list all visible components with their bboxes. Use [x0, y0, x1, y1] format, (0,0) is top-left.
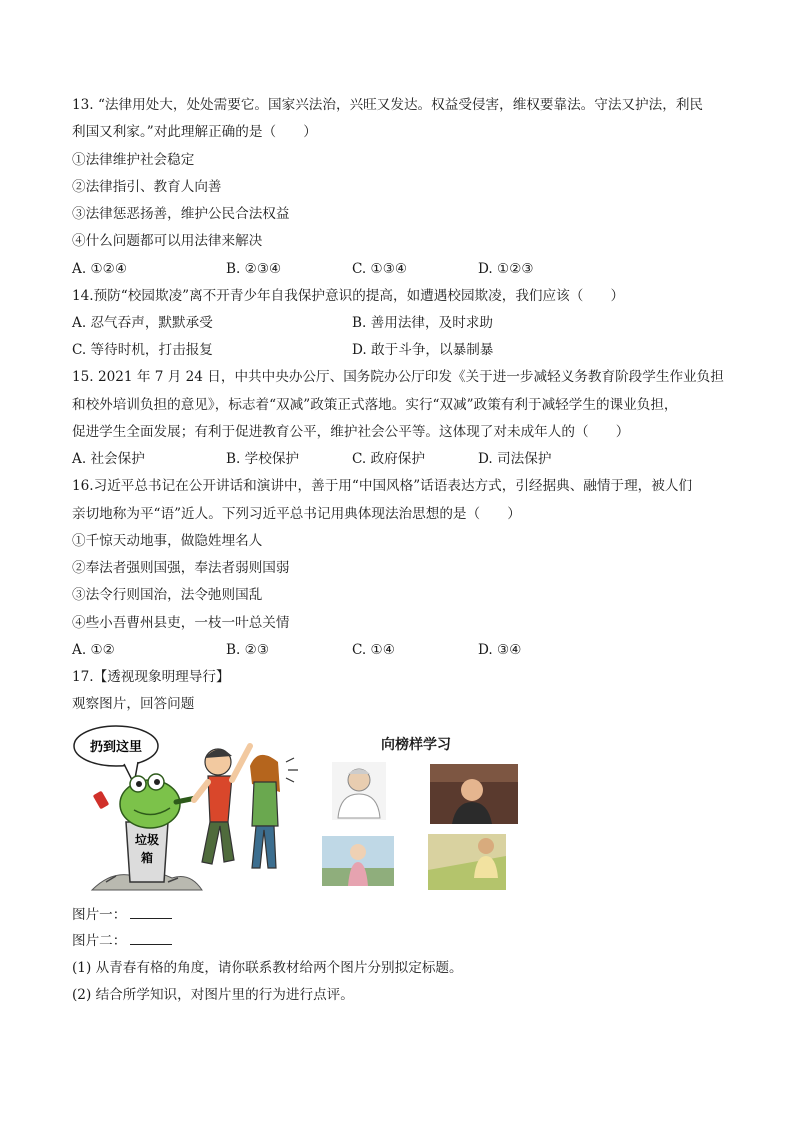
q13-option-d: D. ①②③: [478, 261, 534, 277]
q13-item-2: ②法律指引、教育人向善: [72, 179, 222, 195]
q17-title: 17.【透视现象明理导行】: [72, 669, 230, 685]
q16-option-d: D. ③④: [478, 642, 522, 658]
q17-subquestion-2: (2) 结合所学知识，对图片里的行为进行点评。: [72, 987, 354, 1003]
q15-option-d: D. 司法保护: [478, 451, 552, 467]
q16-item-1: ①千惊天动地事，做隐姓埋名人: [72, 533, 263, 549]
q15-stem-line1: 15. 2021 年 7 月 24 日，中共中央办公厅、国务院办公厅印发《关于进一步减轻义务教育阶段学生作业负担: [72, 369, 724, 385]
q13-item-1: ①法律维护社会稳定: [72, 152, 195, 168]
pic2-label: 图片二：: [72, 933, 127, 949]
bin-label-line2: 箱: [140, 851, 154, 865]
q16-option-c: C. ①④: [352, 642, 395, 658]
q17-subquestion-1: (1) 从青春有格的角度，请你联系教材给两个图片分别拟定标题。: [72, 960, 463, 976]
q15-option-a: A. 社会保护: [72, 451, 145, 467]
q15-option-c: C. 政府保护: [352, 451, 425, 467]
q13-item-3: ③法律惩恶扬善，维护公民合法权益: [72, 206, 290, 222]
q16-item-2: ②奉法者强则国强，奉法者弱则国弱: [72, 560, 290, 576]
bin-label-line1: 垃圾: [134, 833, 160, 847]
q13-option-b: B. ②③④: [226, 261, 282, 277]
q16-option-a: A. ①②: [72, 642, 115, 658]
q14-option-d: D. 敢于斗争，以暴制暴: [352, 342, 494, 358]
q13-stem-line2: 利国又利家。”对此理解正确的是（ ）: [72, 124, 317, 140]
role-model-figure-title: 向榜样学习: [381, 737, 451, 753]
q13-option-c: C. ①③④: [352, 261, 408, 277]
q16-item-4: ④些小吾曹州县吏，一枝一叶总关情: [72, 615, 290, 631]
q15-stem-line2: 和校外培训负担的意见》，标志着“双减”政策正式落地。实行“双减”政策有利于减轻学生的课业负担，: [72, 397, 678, 413]
role-model-photo-2: [430, 764, 518, 824]
role-model-photos: [320, 760, 530, 892]
q16-stem-line2: 亲切地称为平“语”近人。下列习近平总书记用典体现法治思想的是（ ）: [72, 506, 521, 522]
role-model-photo-1: [332, 762, 386, 820]
q16-option-b: B. ②③: [226, 642, 270, 658]
pic2-blank[interactable]: [130, 932, 172, 945]
q16-item-3: ③法令行则国治，法令弛则国乱: [72, 587, 263, 603]
pic1-blank[interactable]: [130, 906, 172, 919]
role-model-photo-3: [322, 836, 394, 886]
q16-stem-line1: 16.习近平总书记在公开讲话和演讲中，善于用“中国风格”话语表达方式，引经据典、融情于理，被人们: [72, 478, 693, 494]
q13-stem-line1: 13. “法律用处大，处处需要它。国家兴法治，兴旺又发达。权益受侵害，维权要靠法。守法又护法，利民: [72, 97, 704, 113]
q14-stem: 14.预防“校园欺凌”离不开青少年自我保护意识的提高，如遭遇校园欺凌，我们应该（ ）: [72, 288, 625, 304]
pic1-label: 图片一：: [72, 907, 127, 923]
pic2-answer-line: [72, 932, 172, 950]
q14-option-c: C. 等待时机，打击报复: [72, 342, 213, 358]
q13-item-4: ④什么问题都可以用法律来解决: [72, 233, 263, 249]
speech-bubble-text: 扔到这里: [89, 740, 143, 755]
q14-option-a: A. 忍气吞声，默默承受: [72, 315, 213, 331]
pic1-answer-line: [72, 906, 172, 924]
q15-option-b: B. 学校保护: [226, 451, 300, 467]
littering-cartoon: [72, 722, 302, 892]
q15-stem-line3: 促进学生全面发展；有利于促进教育公平，维护社会公平等。这体现了对未成年人的（ ）: [72, 424, 630, 440]
q14-option-b: B. 善用法律，及时求助: [352, 315, 493, 331]
role-model-photo-4: [428, 834, 506, 890]
q13-option-a: A. ①②④: [72, 261, 128, 277]
q17-prompt: 观察图片，回答问题: [72, 696, 195, 712]
